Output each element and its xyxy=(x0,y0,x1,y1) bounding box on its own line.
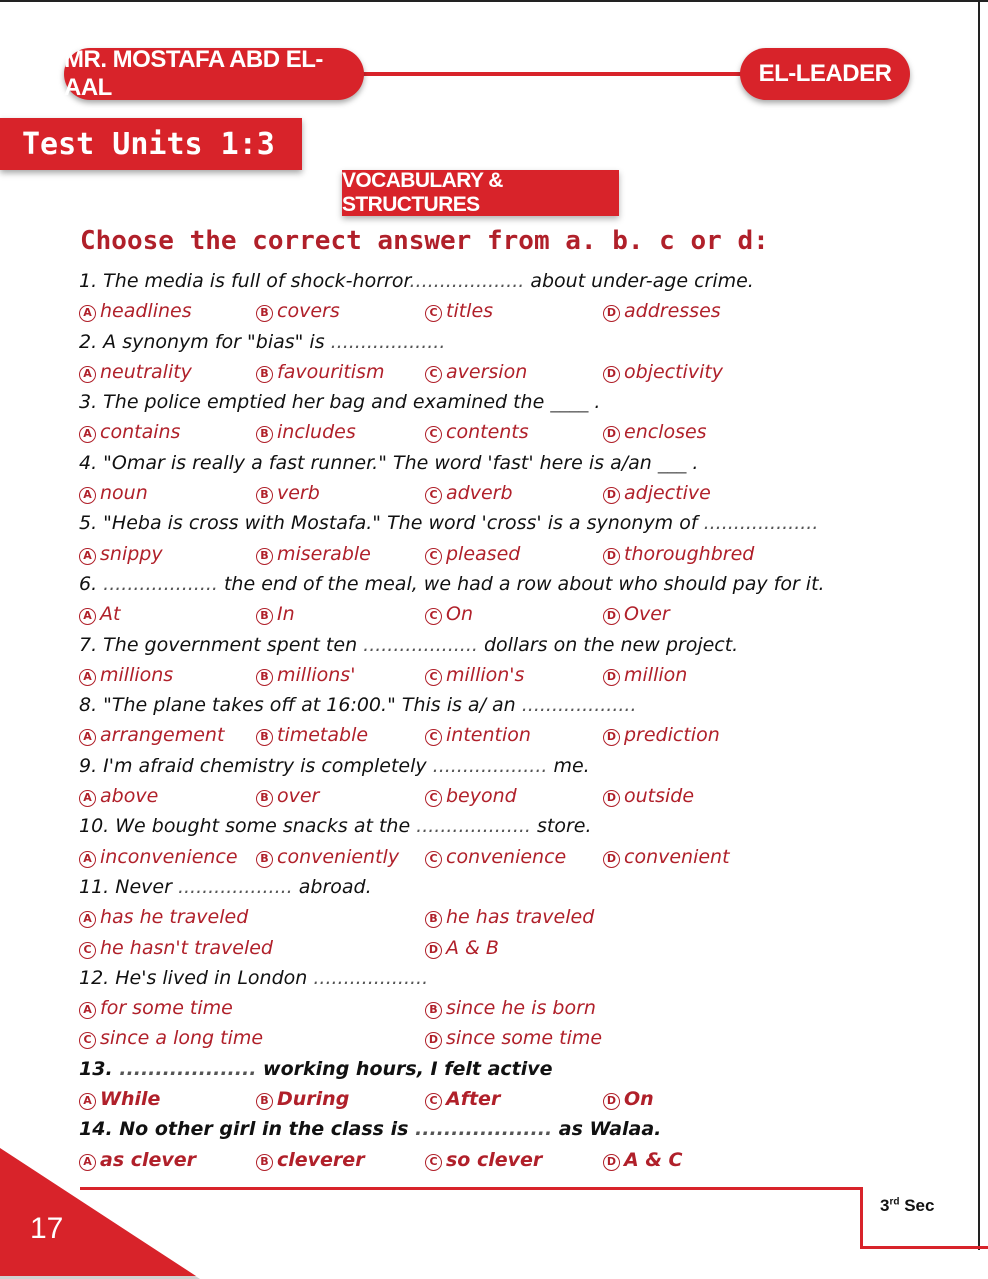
option-b[interactable] xyxy=(425,902,594,932)
question-text: 4. "Omar is really a fast runner." The word 'fast' here is a/an xyxy=(79,451,652,474)
option-letter-circle: D xyxy=(603,669,620,686)
option-text: thoroughbred xyxy=(624,542,755,565)
option-text: above xyxy=(100,785,159,808)
option-text: has he traveled xyxy=(100,906,249,929)
test-title: Test Units 1:3 xyxy=(0,118,302,170)
option-a[interactable] xyxy=(79,842,238,872)
option-c[interactable] xyxy=(79,933,273,963)
instruction: Choose the correct answer from a. b. c or d: xyxy=(80,226,769,256)
option-text: At xyxy=(100,603,121,626)
question-4 xyxy=(79,448,879,478)
option-c[interactable] xyxy=(425,660,524,690)
option-c[interactable] xyxy=(425,1145,542,1175)
header-divider xyxy=(360,72,745,76)
option-a[interactable] xyxy=(79,599,120,629)
option-text: convenient xyxy=(624,845,730,868)
question-text: 12. He's lived in London xyxy=(79,966,308,989)
answer-blank: ................... xyxy=(171,875,293,898)
option-c[interactable] xyxy=(425,599,473,629)
option-letter-circle: C xyxy=(425,851,442,868)
option-letter-circle: D xyxy=(603,608,620,625)
option-d[interactable] xyxy=(603,417,707,447)
option-text: covers xyxy=(277,300,340,323)
option-letter-circle: C xyxy=(79,1032,96,1049)
question-text: 10. We bought some snacks at the xyxy=(79,815,411,838)
option-letter-circle: C xyxy=(425,790,442,807)
option-text: contains xyxy=(100,421,181,444)
option-text: inconvenience xyxy=(100,845,238,868)
option-text: objectivity xyxy=(624,360,724,383)
option-text: conveniently xyxy=(277,845,400,868)
option-text: millions' xyxy=(277,663,356,686)
option-letter-circle: A xyxy=(79,851,96,868)
teacher-badge: MR. MOSTAFA ABD EL-AAL xyxy=(64,48,364,100)
option-text: favouritism xyxy=(277,360,385,383)
option-letter-circle: A xyxy=(79,1002,96,1019)
option-text: pleased xyxy=(446,542,521,565)
grade-number: 3 xyxy=(880,1196,890,1215)
option-text: On xyxy=(446,603,473,626)
option-letter-circle: C xyxy=(425,426,442,443)
answer-blank: ................... xyxy=(697,512,819,535)
question-text: . xyxy=(686,451,699,474)
option-b[interactable] xyxy=(256,296,340,326)
question-text: 1. The media is full of shock-horror xyxy=(79,270,410,292)
question-9 xyxy=(79,751,879,781)
question-text: 5. "Heba is cross with Mostafa." The word 'cross' is a synonym of xyxy=(79,512,698,535)
question-text: 9. I'm afraid chemistry is completely xyxy=(79,754,427,777)
option-b[interactable] xyxy=(256,781,319,811)
option-text: aversion xyxy=(446,360,528,383)
option-letter-circle: C xyxy=(425,729,442,746)
option-c[interactable] xyxy=(79,1023,263,1053)
options-row xyxy=(79,902,879,932)
options-row xyxy=(79,660,879,690)
option-letter-circle: B xyxy=(256,548,273,565)
question-12 xyxy=(79,963,879,993)
option-letter-circle: A xyxy=(79,729,96,746)
options-row xyxy=(79,1023,879,1053)
brand-badge: EL-LEADER xyxy=(740,48,910,100)
option-c[interactable] xyxy=(425,417,529,447)
answer-blank: ................... xyxy=(357,633,478,656)
option-a[interactable] xyxy=(79,417,180,447)
option-text: he has traveled xyxy=(446,906,595,929)
option-a[interactable] xyxy=(79,993,233,1023)
option-d[interactable] xyxy=(603,842,730,872)
option-letter-circle: D xyxy=(425,942,442,959)
option-text: million's xyxy=(446,663,525,686)
option-a[interactable] xyxy=(79,902,248,932)
question-text: 13. xyxy=(79,1057,113,1080)
right-border xyxy=(978,0,980,1250)
option-text: A & C xyxy=(624,1148,683,1171)
question-1 xyxy=(79,266,879,296)
option-letter-circle: A xyxy=(79,669,96,686)
option-c[interactable] xyxy=(425,296,493,326)
option-d[interactable] xyxy=(603,1084,654,1114)
question-text: abroad. xyxy=(292,875,372,898)
question-13 xyxy=(79,1054,879,1084)
option-text: arrangement xyxy=(100,724,225,747)
option-c[interactable] xyxy=(425,1084,500,1114)
options-row xyxy=(79,357,879,387)
answer-blank: ___ xyxy=(651,451,687,474)
option-text: so clever xyxy=(446,1148,543,1171)
option-text: contents xyxy=(446,421,529,444)
option-letter-circle: B xyxy=(256,790,273,807)
option-a[interactable] xyxy=(79,660,173,690)
option-d[interactable] xyxy=(603,720,720,750)
question-text: 2. A synonym for "bias" is xyxy=(79,330,325,353)
answer-blank: ____ xyxy=(544,391,589,414)
answer-blank: ................... xyxy=(97,572,218,595)
option-b[interactable] xyxy=(256,417,356,447)
option-d[interactable] xyxy=(603,478,711,508)
answer-blank: ................... xyxy=(410,815,531,838)
option-letter-circle: C xyxy=(79,942,96,959)
option-a[interactable] xyxy=(79,478,148,508)
option-text: During xyxy=(277,1088,350,1111)
option-letter-circle: D xyxy=(603,426,620,443)
question-7 xyxy=(79,630,879,660)
option-text: In xyxy=(277,603,295,626)
option-letter-circle: B xyxy=(256,366,273,383)
option-a[interactable] xyxy=(79,781,158,811)
option-text: headlines xyxy=(100,300,192,323)
option-text: adverb xyxy=(446,482,513,505)
option-letter-circle: A xyxy=(79,911,96,928)
option-text: convenience xyxy=(446,845,567,868)
option-letter-circle: A xyxy=(79,1154,96,1171)
option-b[interactable] xyxy=(256,599,295,629)
option-text: timetable xyxy=(277,724,369,747)
option-a[interactable] xyxy=(79,1084,160,1114)
footer-divider xyxy=(80,1187,860,1190)
option-text: addresses xyxy=(624,300,721,323)
option-text: A & B xyxy=(446,936,499,959)
answer-blank: ................... xyxy=(307,966,429,989)
option-d[interactable] xyxy=(425,1023,602,1053)
option-letter-circle: A xyxy=(79,1093,96,1110)
question-text: 14. No other girl in the class is xyxy=(79,1118,409,1141)
question-text: 3. The police emptied her bag and examined the xyxy=(79,391,545,414)
option-b[interactable] xyxy=(256,842,399,872)
answer-blank: ................... xyxy=(515,694,637,717)
option-letter-circle: B xyxy=(425,911,442,928)
options-row xyxy=(79,296,879,326)
question-8 xyxy=(79,690,879,720)
question-11 xyxy=(79,872,879,902)
option-letter-circle: C xyxy=(425,366,442,383)
option-letter-circle: B xyxy=(256,1093,273,1110)
question-10 xyxy=(79,811,879,841)
option-c[interactable] xyxy=(425,357,527,387)
grade-suffix: rd xyxy=(889,1196,900,1208)
option-c[interactable] xyxy=(425,478,513,508)
option-b[interactable] xyxy=(256,478,320,508)
options-row xyxy=(79,842,879,872)
option-letter-circle: D xyxy=(603,366,620,383)
option-letter-circle: A xyxy=(79,305,96,322)
question-text: . xyxy=(588,391,601,414)
question-text: as Walaa. xyxy=(552,1118,662,1141)
options-row xyxy=(79,539,879,569)
option-d[interactable] xyxy=(603,599,670,629)
option-letter-circle: D xyxy=(603,487,620,504)
question-5 xyxy=(79,508,879,538)
option-text: titles xyxy=(446,300,494,323)
option-text: neutrality xyxy=(100,360,192,383)
option-letter-circle: A xyxy=(79,426,96,443)
question-text: me. xyxy=(547,754,590,777)
option-text: he hasn't traveled xyxy=(100,936,273,959)
option-text: since a long time xyxy=(100,1027,264,1050)
option-letter-circle: B xyxy=(256,426,273,443)
options-row xyxy=(79,720,879,750)
option-b[interactable] xyxy=(425,993,596,1023)
option-text: cleverer xyxy=(277,1148,365,1171)
option-a[interactable] xyxy=(79,296,192,326)
options-row xyxy=(79,599,879,629)
option-text: encloses xyxy=(624,421,707,444)
option-letter-circle: D xyxy=(603,1154,620,1171)
option-letter-circle: B xyxy=(256,851,273,868)
question-text: 6. xyxy=(79,572,98,595)
option-letter-circle: C xyxy=(425,487,442,504)
option-letter-circle: C xyxy=(425,305,442,322)
option-text: verb xyxy=(277,482,320,505)
option-d[interactable] xyxy=(603,539,754,569)
question-text: 7. The government spent ten xyxy=(79,633,358,656)
option-letter-circle: B xyxy=(256,1154,273,1171)
option-text: as clever xyxy=(100,1148,197,1171)
option-text: outside xyxy=(624,785,695,808)
answer-blank: ................... xyxy=(112,1057,257,1080)
option-d[interactable] xyxy=(603,660,687,690)
question-text: about under-age crime. xyxy=(524,270,754,292)
option-a[interactable] xyxy=(79,539,163,569)
option-text: While xyxy=(100,1088,161,1111)
option-letter-circle: C xyxy=(425,608,442,625)
answer-blank: ................... xyxy=(426,754,548,777)
options-row xyxy=(79,1084,879,1114)
questions-list xyxy=(79,266,879,1175)
option-text: for some time xyxy=(100,997,233,1020)
option-c[interactable] xyxy=(425,781,517,811)
answer-blank: ................... xyxy=(409,270,525,292)
option-d[interactable] xyxy=(603,296,721,326)
question-text: 8. "The plane takes off at 16:00." This is a/ an xyxy=(79,694,516,717)
option-text: miserable xyxy=(277,542,371,565)
option-letter-circle: C xyxy=(425,669,442,686)
question-text: dollars on the new project. xyxy=(477,633,739,656)
option-letter-circle: A xyxy=(79,366,96,383)
option-letter-circle: D xyxy=(603,1093,620,1110)
option-text: millions xyxy=(100,663,174,686)
option-d[interactable] xyxy=(425,933,499,963)
question-2 xyxy=(79,327,879,357)
option-letter-circle: D xyxy=(425,1032,442,1049)
options-row xyxy=(79,781,879,811)
grade-label xyxy=(880,1196,934,1216)
answer-blank: ................... xyxy=(324,330,446,353)
option-letter-circle: C xyxy=(425,1154,442,1171)
question-text: store. xyxy=(530,815,592,838)
grade-text: Sec xyxy=(904,1196,935,1215)
option-b[interactable] xyxy=(256,1145,365,1175)
option-letter-circle: A xyxy=(79,608,96,625)
option-text: since he is born xyxy=(446,997,596,1020)
option-text: After xyxy=(446,1088,501,1111)
option-text: over xyxy=(277,785,320,808)
options-row xyxy=(79,417,879,447)
option-a[interactable] xyxy=(79,720,224,750)
option-text: since some time xyxy=(446,1027,603,1050)
option-letter-circle: B xyxy=(256,669,273,686)
option-d[interactable] xyxy=(603,357,723,387)
option-letter-circle: A xyxy=(79,790,96,807)
option-letter-circle: B xyxy=(256,305,273,322)
option-c[interactable] xyxy=(425,720,531,750)
option-letter-circle: D xyxy=(603,729,620,746)
option-letter-circle: D xyxy=(603,851,620,868)
section-title: VOCABULARY & STRUCTURES xyxy=(342,170,619,216)
option-letter-circle: C xyxy=(425,548,442,565)
option-letter-circle: C xyxy=(425,1093,442,1110)
question-text: working hours, I felt active xyxy=(256,1057,553,1080)
option-letter-circle: D xyxy=(603,305,620,322)
option-text: snippy xyxy=(100,542,163,565)
option-letter-circle: B xyxy=(425,1002,442,1019)
top-border xyxy=(0,0,988,2)
option-text: adjective xyxy=(624,482,711,505)
option-b[interactable] xyxy=(256,539,371,569)
question-6 xyxy=(79,569,879,599)
option-letter-circle: D xyxy=(603,790,620,807)
option-text: beyond xyxy=(446,785,517,808)
options-row xyxy=(79,478,879,508)
option-d[interactable] xyxy=(603,1145,682,1175)
option-letter-circle: B xyxy=(256,608,273,625)
option-text: intention xyxy=(446,724,531,747)
question-14 xyxy=(79,1114,879,1144)
option-letter-circle: B xyxy=(256,729,273,746)
option-text: On xyxy=(624,1088,654,1111)
option-text: prediction xyxy=(624,724,720,747)
option-text: includes xyxy=(277,421,356,444)
option-letter-circle: A xyxy=(79,548,96,565)
option-text: noun xyxy=(100,482,148,505)
option-b[interactable] xyxy=(256,1084,349,1114)
option-c[interactable] xyxy=(425,539,520,569)
option-d[interactable] xyxy=(603,781,694,811)
question-3 xyxy=(79,387,879,417)
question-text: 11. Never xyxy=(79,875,172,898)
options-row xyxy=(79,933,879,963)
option-letter-circle: D xyxy=(603,548,620,565)
option-letter-circle: B xyxy=(256,487,273,504)
question-text: the end of the meal, we had a row about who should pay for it. xyxy=(217,572,825,595)
option-a[interactable] xyxy=(79,357,192,387)
options-row xyxy=(79,993,879,1023)
option-b[interactable] xyxy=(256,660,355,690)
option-b[interactable] xyxy=(256,357,384,387)
option-c[interactable] xyxy=(425,842,566,872)
page-number: 17 xyxy=(30,1212,64,1245)
option-text: Over xyxy=(624,603,670,626)
option-letter-circle: A xyxy=(79,487,96,504)
option-text: million xyxy=(624,663,688,686)
option-b[interactable] xyxy=(256,720,368,750)
answer-blank: ................... xyxy=(408,1118,553,1141)
